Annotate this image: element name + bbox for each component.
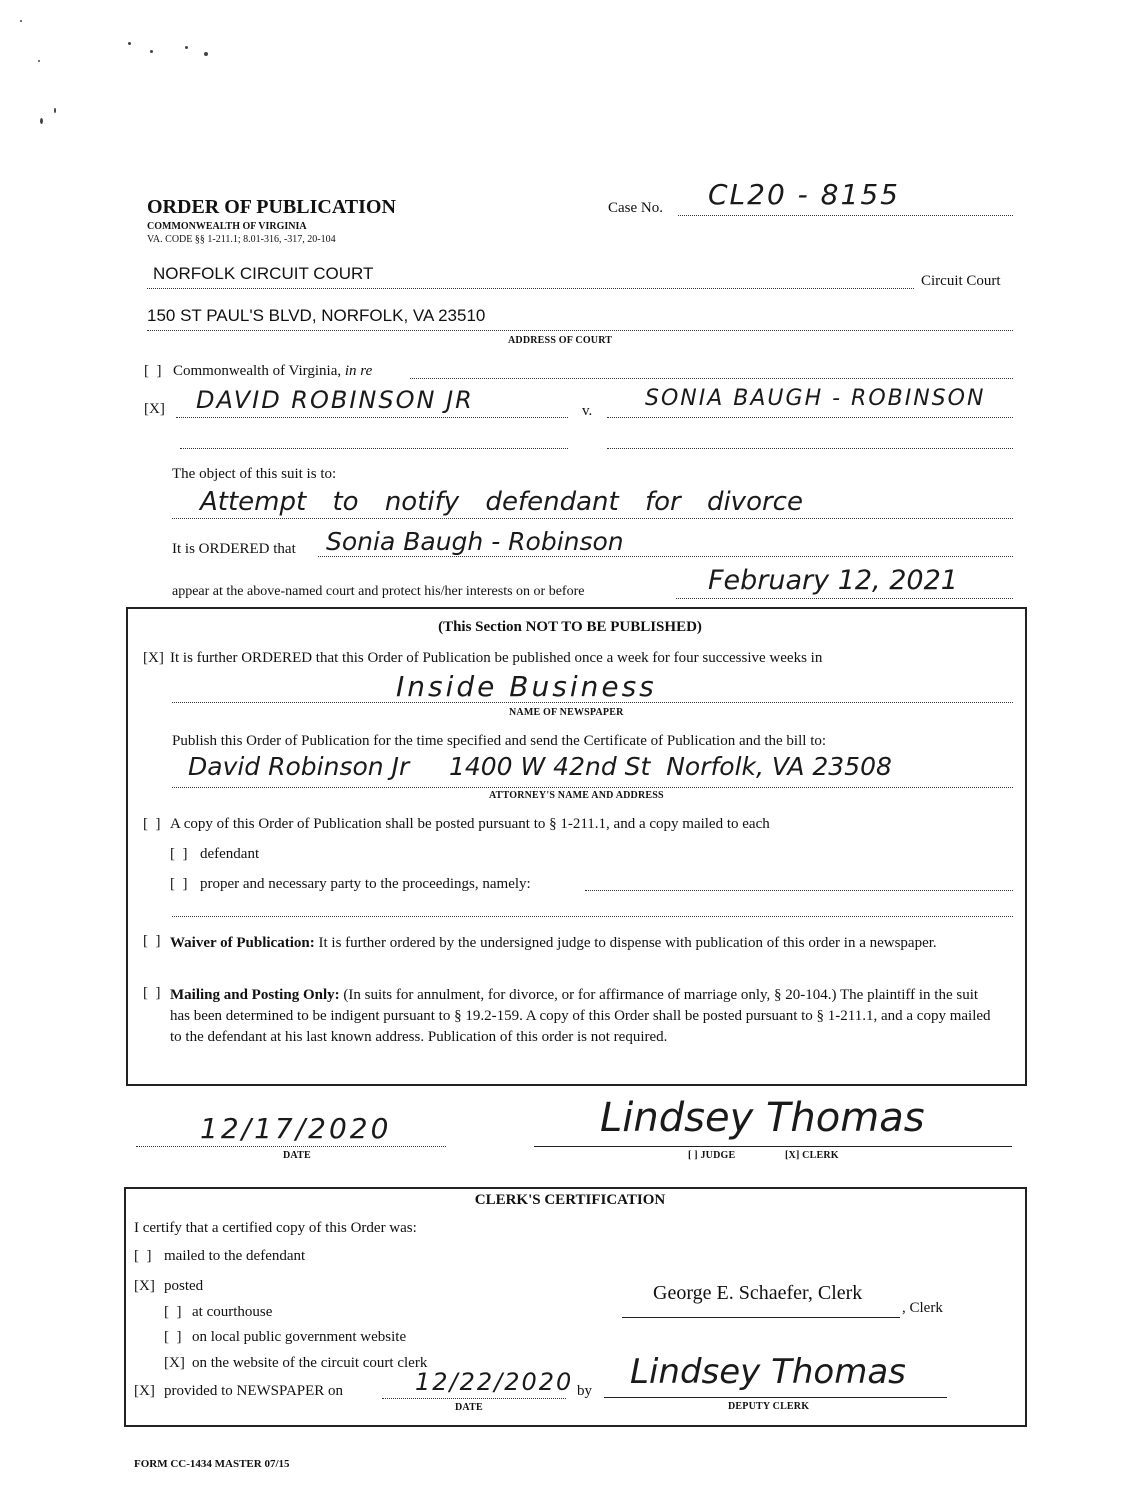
clerk-option: [X] CLERK [785, 1150, 839, 1161]
order-date: 12/17/2020 [200, 1112, 392, 1145]
certification-heading: CLERK'S CERTIFICATION [474, 1192, 666, 1208]
judge-option: [ ] JUDGE [688, 1150, 736, 1161]
appear-date: February 12, 2021 [708, 565, 958, 596]
ordered-label: It is ORDERED that [172, 541, 296, 557]
plaintiff-name: DAVID ROBINSON JR [196, 386, 474, 414]
object-value: Attempt to notify defendant for divorce [200, 487, 803, 517]
appear-text: appear at the above-named court and protect his/her interests on or before [172, 584, 585, 599]
proper-party-option: proper and necessary party to the proceedings, namely: [200, 876, 531, 892]
courthouse-option: at courthouse [192, 1304, 273, 1320]
case-label: Case No. [608, 200, 663, 216]
further-ordered-checkbox[interactable]: [X] [143, 650, 164, 666]
deputy-clerk-caption: DEPUTY CLERK [728, 1401, 810, 1412]
attorney-name-address: David Robinson Jr 1400 W 42nd St Norfolk, VA 23508 [188, 752, 892, 781]
by-label: by [577, 1383, 592, 1399]
copy-posted-checkbox[interactable]: [ ] [143, 816, 161, 832]
attorney-caption: ATTORNEY'S NAME AND ADDRESS [489, 790, 664, 801]
clerk-suffix: , Clerk [902, 1300, 943, 1316]
parties-checkbox[interactable]: [X] [144, 401, 165, 417]
circuit-court-label: Circuit Court [921, 273, 1001, 289]
newspaper-checkbox[interactable]: [X] [134, 1383, 155, 1399]
local-website-checkbox[interactable]: [ ] [164, 1329, 182, 1345]
address-caption: ADDRESS OF COURT [508, 335, 613, 346]
mailed-checkbox[interactable]: [ ] [134, 1248, 152, 1264]
va-code: VA. CODE §§ 1-211.1; 8.01-316, -317, 20-104 [147, 234, 336, 245]
order-date-caption: DATE [283, 1150, 311, 1161]
case-number: CL20 - 8155 [708, 178, 900, 211]
local-website-option: on local public government website [192, 1329, 407, 1345]
clerk-website-option: on the website of the circuit court clerk [192, 1355, 428, 1371]
clerk-name: George E. Schaefer, Clerk [653, 1282, 863, 1304]
publish-text: Publish this Order of Publication for the time specified and send the Certificate of Publication and the bill to: [172, 733, 827, 749]
clerk-signature: Lindsey Thomas [600, 1095, 925, 1141]
ordered-party: Sonia Baugh - Robinson [326, 527, 624, 556]
defendant-option: defendant [200, 846, 260, 862]
proper-party-checkbox[interactable]: [ ] [170, 876, 188, 892]
object-label: The object of this suit is to: [172, 466, 337, 482]
court-name: NORFOLK CIRCUIT COURT [153, 264, 374, 283]
versus: v. [582, 403, 593, 419]
waiver-text: Waiver of Publication: It is further ordered by the undersigned judge to dispense with publication of this order in a newspaper. [170, 935, 937, 951]
commonwealth-text: Commonwealth of Virginia, in re [173, 363, 373, 379]
newspaper-caption: NAME OF NEWSPAPER [509, 707, 624, 718]
form-subtitle: COMMONWEALTH OF VIRGINIA [147, 221, 307, 232]
posted-option: posted [164, 1278, 204, 1294]
waiver-checkbox[interactable]: [ ] [143, 933, 161, 949]
courthouse-checkbox[interactable]: [ ] [164, 1304, 182, 1320]
newspaper-date: 12/22/2020 [415, 1368, 574, 1396]
mailing-checkbox[interactable]: [ ] [143, 985, 161, 1001]
defendant-name: SONIA BAUGH - ROBINSON [645, 386, 986, 411]
newspaper-name: Inside Business [396, 670, 657, 703]
mailing-text: Mailing and Posting Only: (In suits for annulment, for divorce, or for affirmance of marriage only, § 20-104.) The plaintiff in the suit has been determined to be indigent pursuant to § 19.2-159. A copy of this Order shall be posted pursuant to § 1-211.1, and a copy mailed to the defendant at his last known address. Publication of this order is not required. [170, 987, 991, 1045]
certification-intro: I certify that a certified copy of this Order was: [134, 1220, 417, 1236]
form-footer: FORM CC-1434 MASTER 07/15 [134, 1458, 290, 1470]
form-title: ORDER OF PUBLICATION [147, 196, 396, 218]
copy-posted-text: A copy of this Order of Publication shall be posted pursuant to § 1-211.1, and a copy mailed to each [170, 816, 770, 832]
commonwealth-checkbox[interactable]: [ ] [144, 363, 162, 379]
section-heading: (This Section NOT TO BE PUBLISHED) [438, 619, 702, 635]
mailed-option: mailed to the defendant [164, 1248, 306, 1264]
deputy-clerk-signature: Lindsey Thomas [630, 1352, 906, 1392]
newspaper-option: provided to NEWSPAPER on [164, 1383, 344, 1399]
defendant-checkbox[interactable]: [ ] [170, 846, 188, 862]
further-ordered-text: It is further ORDERED that this Order of Publication be published once a week for four successive weeks in [170, 650, 823, 666]
clerk-website-checkbox[interactable]: [X] [164, 1355, 185, 1371]
newspaper-date-caption: DATE [455, 1402, 483, 1413]
posted-checkbox[interactable]: [X] [134, 1278, 155, 1294]
court-address: 150 ST PAUL'S BLVD, NORFOLK, VA 23510 [147, 306, 486, 325]
